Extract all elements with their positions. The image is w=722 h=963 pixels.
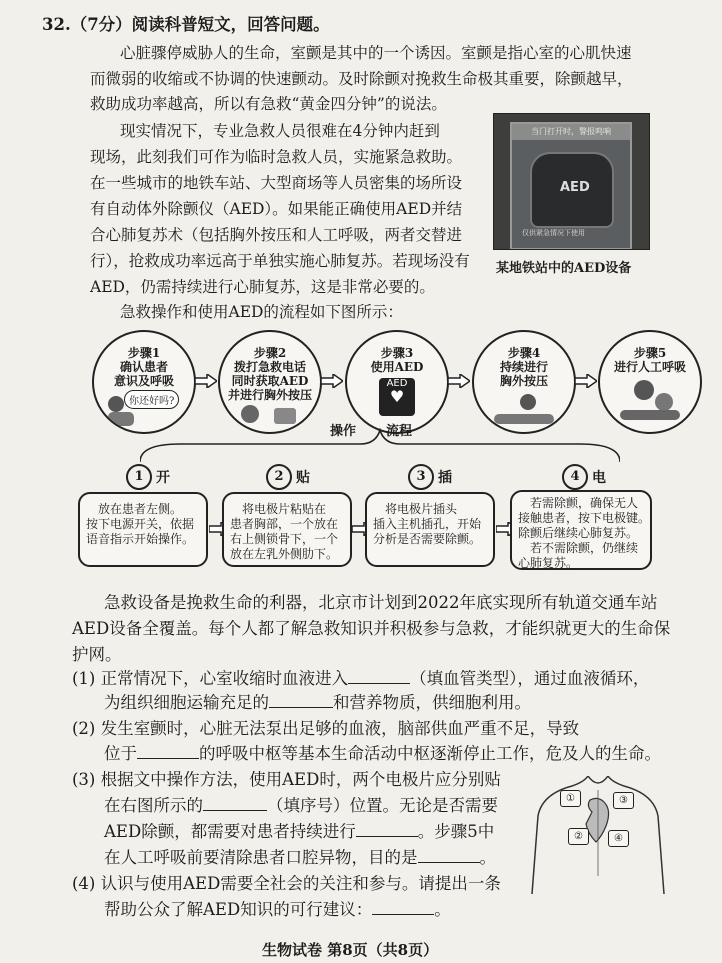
op-3-line: 分析是否需要除颤。 [373, 532, 482, 546]
op-2-line: 右上侧锁骨下，一个 [230, 532, 339, 546]
sub2-num: (2) [72, 719, 96, 738]
answer-blank[interactable] [137, 744, 199, 759]
para2-line-4: 有自动体外除颤仪（AED）。如果能正确使用AED并结 [90, 200, 463, 218]
answer-blank[interactable] [269, 693, 333, 708]
step-5 [598, 330, 702, 434]
flow-label-left: 操作 [330, 424, 357, 439]
sub1-text-c: 为组织细胞运输充足的 [104, 693, 269, 712]
aed-icon-text: AED [386, 378, 408, 389]
step-1-line-1: 确认患者 [119, 360, 168, 374]
op-4-line: 接触患者，按下电极键。 [518, 511, 651, 525]
page-footer: 生物试卷 第8页（共8页） [262, 941, 439, 959]
para4-line-1: 急救设备是挽救生命的利器，北京市计划到2022年底实现所有轨道交通车站 [104, 593, 658, 612]
answer-blank[interactable] [372, 900, 434, 915]
sub4-line-1 [72, 874, 501, 894]
flow-label-right: 流程 [386, 424, 413, 439]
sub3-line-1 [72, 770, 501, 790]
aed-cabinet [510, 122, 632, 250]
op-2-box [222, 492, 352, 567]
step-3-line-1: 使用AED [370, 360, 424, 374]
sub3-text-a: 根据文中操作方法，使用AED时，两个电极片应分别贴 [100, 770, 501, 789]
op-1-line: 放在患者左侧。 [98, 502, 183, 516]
question-header: 32.（7分）阅读科普短文，回答问题。 [42, 15, 330, 34]
sub1-line-1 [72, 669, 649, 689]
step-4-line-1: 持续进行 [499, 360, 548, 374]
step-4-title: 步骤4 [507, 346, 541, 360]
sub1-text-b: （填血管类型），通过血液循环， [410, 669, 650, 688]
answer-blank[interactable] [203, 796, 267, 811]
intro-line-2: 而微弱的收缩或不协调的快速颤动。及时除颤对挽救生命极其重要，除颤越早， [90, 70, 633, 88]
aed-device-label: AED [560, 180, 590, 195]
sub3-line-2 [104, 796, 498, 816]
op-2-badge: 2 [266, 464, 292, 490]
step-2-line-3: 并进行胸外按压 [227, 388, 312, 402]
step-2-line-2: 同时获取AED [231, 374, 309, 388]
aed-photo [493, 113, 650, 250]
op-4-line: 若不需除颤，仍继续 [530, 541, 639, 555]
step-1-line-2: 意识及呼吸 [113, 374, 174, 388]
step-1-bubble: 你还好吗? [124, 390, 179, 409]
answer-blank[interactable] [356, 822, 418, 837]
phone-call-illustration [234, 402, 304, 430]
sub4-text-a: 认识与使用AED需要全社会的关注和参与。请提出一条 [100, 874, 501, 893]
op-2-label: 贴 [296, 470, 310, 486]
para2-line-1: 现实情况下，专业急救人员很难在4分钟内赶到 [120, 122, 440, 140]
sub1-text-d: 和营养物质，供细胞利用。 [333, 693, 531, 712]
op-2-line: 将电极片粘贴在 [242, 502, 327, 516]
cabinet-note: 仅供紧急情况下使用 [522, 229, 585, 237]
sub2-line-1 [72, 719, 579, 739]
op-3-label: 插 [438, 470, 452, 486]
brace-connector [140, 428, 620, 468]
pad-position-2: ② [568, 828, 589, 845]
sub4-num: (4) [72, 874, 96, 893]
step-2-line-1: 拨打急救电话 [233, 360, 306, 374]
chest-diagram [528, 776, 668, 894]
op-1-badge: 1 [126, 464, 152, 490]
pad-position-1: ① [560, 790, 581, 807]
cabinet-warning: 当门打开时，警报鸣响 [512, 124, 630, 140]
sub3-text-c: （填序号）位置。无论是否需要 [267, 796, 498, 815]
step-3 [345, 330, 449, 434]
step-2-title: 步骤2 [253, 346, 287, 360]
intro-line-3: 救助成功率越高，所以有急救“黄金四分钟”的说法。 [90, 95, 447, 113]
op-4-line: 若需除颤，确保无人 [530, 496, 639, 510]
step-1-title: 步骤1 [127, 346, 161, 360]
sub1-text-a: 正常情况下，心室收缩时血液进入 [100, 669, 349, 688]
para2-line-6: 行），抢救成功率远高于单独实施心肺复苏。若现场没有 [90, 252, 470, 270]
op-2-line: 患者胸部，一个放在 [230, 517, 339, 531]
rescuer-illustration [102, 392, 142, 428]
arrow-right-icon [321, 374, 343, 388]
op-3-box [365, 492, 495, 567]
answer-blank[interactable] [418, 848, 480, 863]
chest-compression-illustration [488, 392, 560, 428]
sub4-text-b: 帮助公众了解AED知识的可行建议： [104, 900, 373, 919]
op-2-line: 放在左乳外侧肋下。 [230, 547, 339, 561]
op-3-line: 将电极片插头 [385, 502, 458, 516]
sub3-line-4 [104, 848, 496, 868]
para2-line-2: 现场，此刻我们可作为临时急救人员，实施紧急救助。 [90, 148, 463, 166]
sub2-text-a: 发生室颤时，心脏无法泵出足够的血液，脑部供血严重不足，导致 [100, 719, 580, 738]
step-5-title: 步骤5 [633, 346, 667, 360]
para2-line-5: 合心肺复苏术（包括胸外按压和人工呼吸，两者交替进 [90, 226, 463, 244]
aed-device [530, 152, 614, 228]
sub3-text-d: AED除颤，都需要对患者持续进行 [104, 822, 356, 841]
sub2-text-c: 的呼吸中枢等基本生命活动中枢逐渐停止工作，危及人的生命。 [199, 744, 661, 763]
pad-position-4: ④ [608, 830, 629, 847]
step-2 [218, 330, 322, 434]
step-4 [472, 330, 576, 434]
sub4-line-2 [104, 900, 451, 920]
op-1-label: 开 [156, 470, 170, 486]
sub2-text-b: 位于 [104, 744, 137, 763]
para2-line-3: 在一些城市的地铁车站、大型商场等人员密集的场所设 [90, 174, 463, 192]
op-4-badge: 4 [562, 464, 588, 490]
torso-outline [528, 776, 668, 894]
op-4-line: 心肺复苏。 [518, 556, 579, 570]
op-4-line: 除颤后继续心肺复苏。 [518, 526, 639, 540]
op-1-line: 按下电源开关，依据 [86, 517, 195, 531]
sub1-line-2 [104, 693, 531, 713]
sub3-text-e: 。步骤5中 [417, 822, 495, 841]
op-1-box [78, 492, 208, 567]
para2-line-7: AED，仍需持续进行心肺复苏，这是非常必要的。 [90, 278, 435, 296]
answer-blank[interactable] [348, 669, 410, 684]
pad-position-3: ③ [613, 792, 634, 809]
sub3-text-g: 。 [479, 848, 496, 867]
para3: 急救操作和使用AED的流程如下图所示： [120, 303, 403, 321]
sub2-line-2 [104, 744, 661, 764]
sub1-num: (1) [72, 669, 96, 688]
step-4-line-2: 胸外按压 [499, 374, 548, 388]
arrow-right-icon [448, 374, 470, 388]
arrow-right-icon [195, 374, 217, 388]
sub3-text-b: 在右图所示的 [104, 796, 203, 815]
sub4-text-c: 。 [434, 900, 451, 919]
op-4-box [510, 490, 652, 570]
photo-caption: 某地铁站中的AED设备 [496, 261, 632, 276]
op-3-badge: 3 [408, 464, 434, 490]
para4-line-2: AED设备全覆盖。每个人都了解急救知识并积极参与急救，才能织就更大的生命保 [72, 619, 671, 638]
aed-heart-icon: AED ♥ [379, 378, 415, 416]
op-3-line: 插入主机插孔，开始 [373, 517, 482, 531]
op-1-line: 语音指示开始操作。 [86, 532, 195, 546]
arrow-right-icon [575, 374, 597, 388]
intro-line-1: 心脏骤停威胁人的生命，室颤是其中的一个诱因。室颤是指心室的心肌快速 [120, 44, 632, 62]
para4-line-3: 护网。 [72, 645, 122, 664]
sub3-num: (3) [72, 770, 96, 789]
step-1 [92, 330, 196, 434]
sub3-line-3 [104, 822, 494, 842]
step-5-line-1: 进行人工呼吸 [613, 360, 686, 374]
sub3-text-f: 在人工呼吸前要清除患者口腔异物，目的是 [104, 848, 418, 867]
rescue-breath-illustration [614, 376, 686, 426]
op-4-label: 电 [592, 470, 606, 486]
step-3-title: 步骤3 [380, 346, 414, 360]
